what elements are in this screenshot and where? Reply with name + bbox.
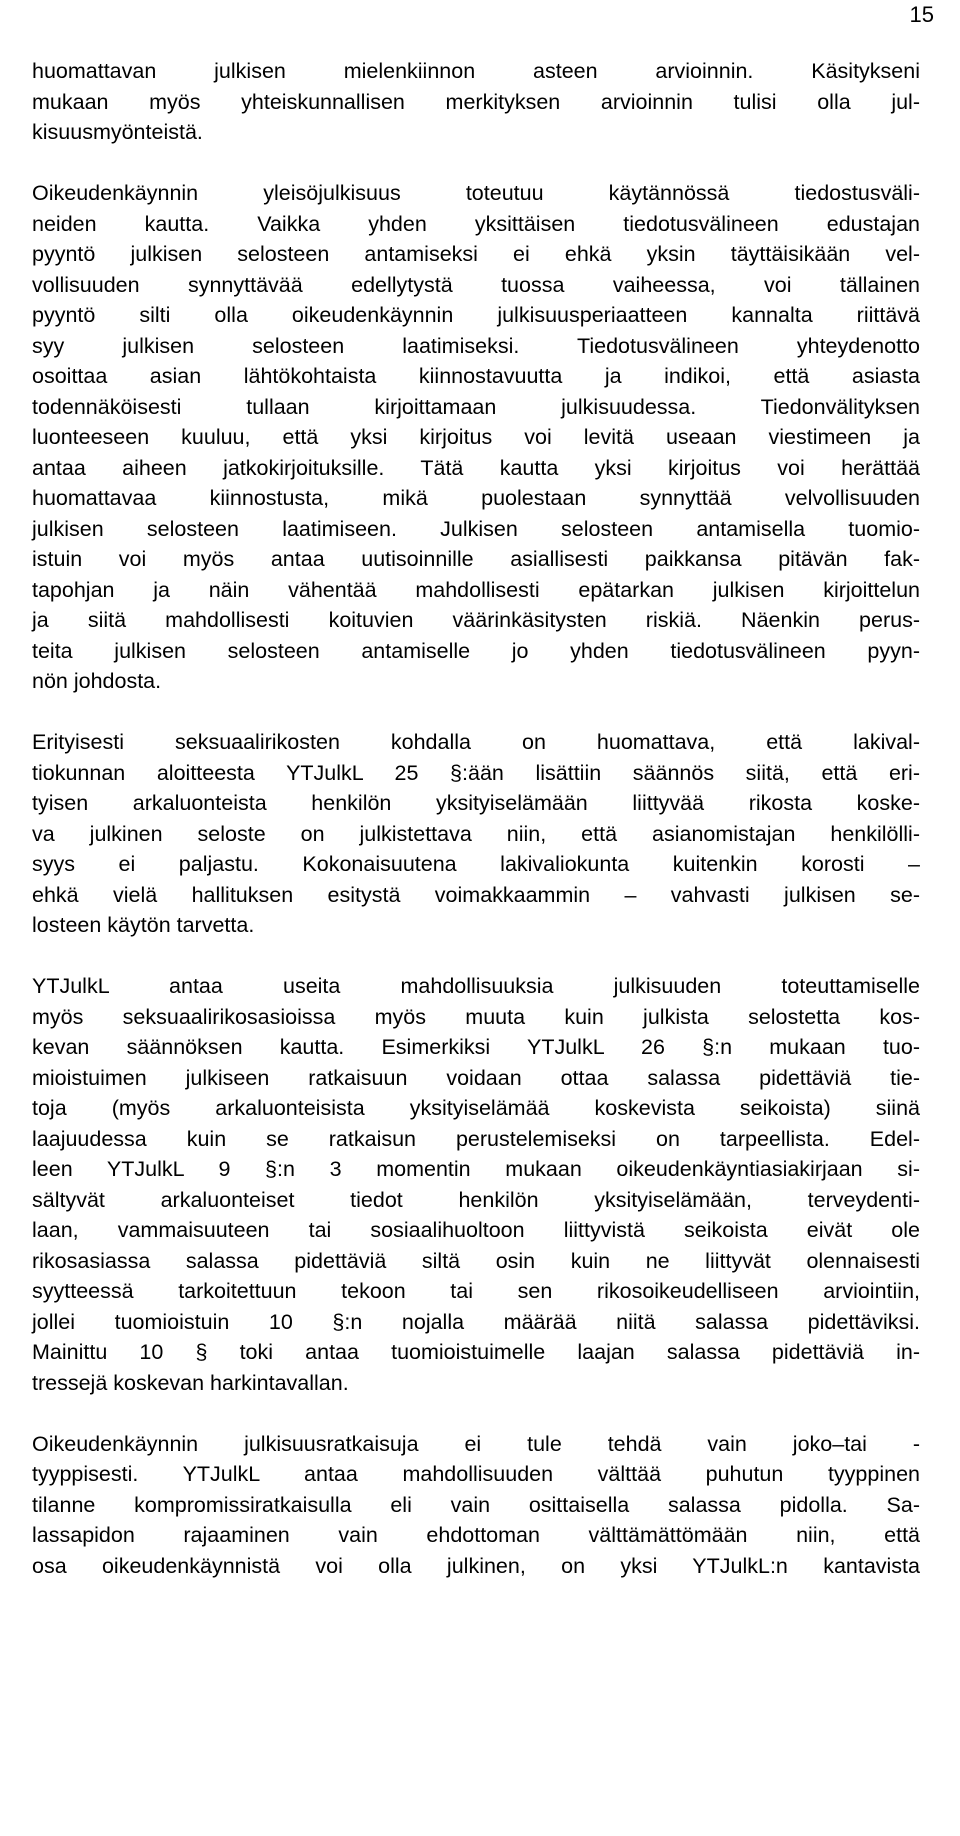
text-line: ja siitä mahdollisesti koituvien väärinkäsitysten riskiä. Näenkin perus-	[32, 608, 920, 632]
text-line: myös seksuaalirikosasioissa myös muuta kuin julkista selostetta kos-	[32, 1004, 920, 1029]
text-line: Mainittu 10 § toki antaa tuomioistuimelle laajan salassa pidettäviä in-	[32, 1340, 920, 1364]
text-line: syy julkisen selosteen laatimiseksi. Tiedotusvälineen yhteydenotto	[32, 333, 920, 358]
text-line: pyyntö silti olla oikeudenkäynnin julkisuusperiaatteen kannalta riittävä	[32, 303, 920, 327]
paragraph	[32, 1429, 920, 1582]
text-line: mukaan myös yhteiskunnallisen merkityksen arvioinnin tulisi olla jul-	[32, 89, 920, 114]
text-line: julkisen selosteen laatimiseen. Julkisen selosteen antamisella tuomio-	[32, 516, 920, 541]
text-line: tyisen arkaluonteista henkilön yksityiselämään liittyvää rikosta koske-	[32, 791, 920, 815]
text-line: Erityisesti seksuaalirikosten kohdalla on huomattava, että lakival-	[32, 730, 920, 754]
text-line: huomattavan julkisen mielenkiinnon asteen arvioinnin. Käsitykseni	[32, 59, 920, 83]
text-line: tapohjan ja näin vähentää mahdollisesti epätarkan julkisen kirjoittelun	[32, 577, 920, 602]
text-line: kisuusmyönteistä.	[32, 120, 203, 144]
text-line: laan, vammaisuuteen tai sosiaalihuoltoon liittyvistä seikoista eivät ole	[32, 1218, 920, 1242]
text-line: kevan säännöksen kautta. Esimerkiksi YTJulkL 26 §:n mukaan tuo-	[32, 1035, 920, 1059]
text-line: nön johdosta.	[32, 669, 162, 693]
text-line: tyyppisesti. YTJulkL antaa mahdollisuuden välttää puhutun tyyppinen	[32, 1462, 920, 1486]
text-line: jollei tuomioistuin 10 §:n nojalla määrää niitä salassa pidettäviksi.	[32, 1309, 920, 1334]
text-line: laajuudessa kuin se ratkaisun perustelemiseksi on tarpeellista. Edel-	[32, 1126, 920, 1151]
text-line: syys ei paljastu. Kokonaisuutena lakivaliokunta kuitenkin korosti –	[32, 852, 920, 876]
text-line: osa oikeudenkäynnistä voi olla julkinen, on yksi YTJulkL:n kantavista	[32, 1553, 920, 1578]
paragraph-spacer	[32, 941, 920, 972]
paragraph	[32, 971, 920, 1398]
paragraph-spacer	[32, 1398, 920, 1429]
text-line: osoittaa asian lähtökohtaista kiinnostavuutta ja indikoi, että asiasta	[32, 364, 920, 388]
text-line: leen YTJulkL 9 §:n 3 momentin mukaan oikeudenkäyntiasiakirjaan si-	[32, 1157, 920, 1181]
text-line: todennäköisesti tullaan kirjoittamaan julkisuudessa. Tiedonvälityksen	[32, 394, 920, 419]
text-line: istuin voi myös antaa uutisoinnille asiallisesti paikkansa pitävän fak-	[32, 547, 920, 571]
text-line: lassapidon rajaaminen vain ehdottoman välttämättömään niin, että	[32, 1523, 920, 1547]
text-line: syytteessä tarkoitettuun tekoon tai sen rikosoikeudelliseen arviointiin,	[32, 1279, 920, 1303]
text-line: teita julkisen selosteen antamiselle jo yhden tiedotusvälineen pyyn-	[32, 638, 920, 663]
text-line: tiokunnan aloitteesta YTJulkL 25 §:ään lisättiin säännös siitä, että eri-	[32, 760, 920, 785]
text-line: toja (myös arkaluonteisista yksityiselämää koskevista seikoista) siinä	[32, 1096, 920, 1120]
text-line: mioistuimen julkiseen ratkaisuun voidaan ottaa salassa pidettäviä tie-	[32, 1065, 920, 1090]
text-line: antaa aiheen jatkokirjoituksille. Tätä kautta yksi kirjoitus voi herättää	[32, 455, 920, 480]
text-line: pyyntö julkisen selosteen antamiseksi ei ehkä yksin täyttäisikään vel-	[32, 242, 920, 266]
text-line: Oikeudenkäynnin yleisöjulkisuus toteutuu käytännössä tiedostusväli-	[32, 181, 920, 205]
text-line: neiden kautta. Vaikka yhden yksittäisen tiedotusvälineen edustajan	[32, 211, 920, 236]
text-line: va julkinen seloste on julkistettava niin, että asianomistajan henkilölli-	[32, 821, 920, 846]
paragraph-spacer	[32, 697, 920, 728]
text-line: YTJulkL antaa useita mahdollisuuksia julkisuuden toteuttamiselle	[32, 974, 920, 998]
text-line: rikosasiassa salassa pidettäviä siltä osin kuin ne liittyvät olennaisesti	[32, 1248, 920, 1273]
text-line: sältyvät arkaluonteiset tiedot henkilön yksityiselämään, terveydenti-	[32, 1187, 920, 1212]
text-line: ehkä vielä hallituksen esitystä voimakkaammin – vahvasti julkisen se-	[32, 882, 920, 907]
paragraph-spacer	[32, 148, 920, 179]
text-line: luonteeseen kuuluu, että yksi kirjoitus voi levitä useaan viestimeen ja	[32, 425, 920, 449]
paragraph	[32, 727, 920, 941]
page-number: 15	[909, 2, 934, 27]
paragraph	[32, 178, 920, 697]
text-line: tressejä koskevan harkintavallan.	[32, 1370, 349, 1395]
text-line: huomattavaa kiinnostusta, mikä puolestaan synnyttää velvollisuuden	[32, 486, 920, 510]
document-body	[32, 56, 920, 1581]
text-line: tilanne kompromissiratkaisulla eli vain osittaisella salassa pidolla. Sa-	[32, 1492, 920, 1517]
text-line: Oikeudenkäynnin julkisuusratkaisuja ei tule tehdä vain joko–tai -	[32, 1431, 920, 1456]
paragraph	[32, 56, 920, 148]
text-line: vollisuuden synnyttävää edellytystä tuossa vaiheessa, voi tällainen	[32, 272, 920, 297]
text-line: losteen käytön tarvetta.	[32, 913, 255, 937]
